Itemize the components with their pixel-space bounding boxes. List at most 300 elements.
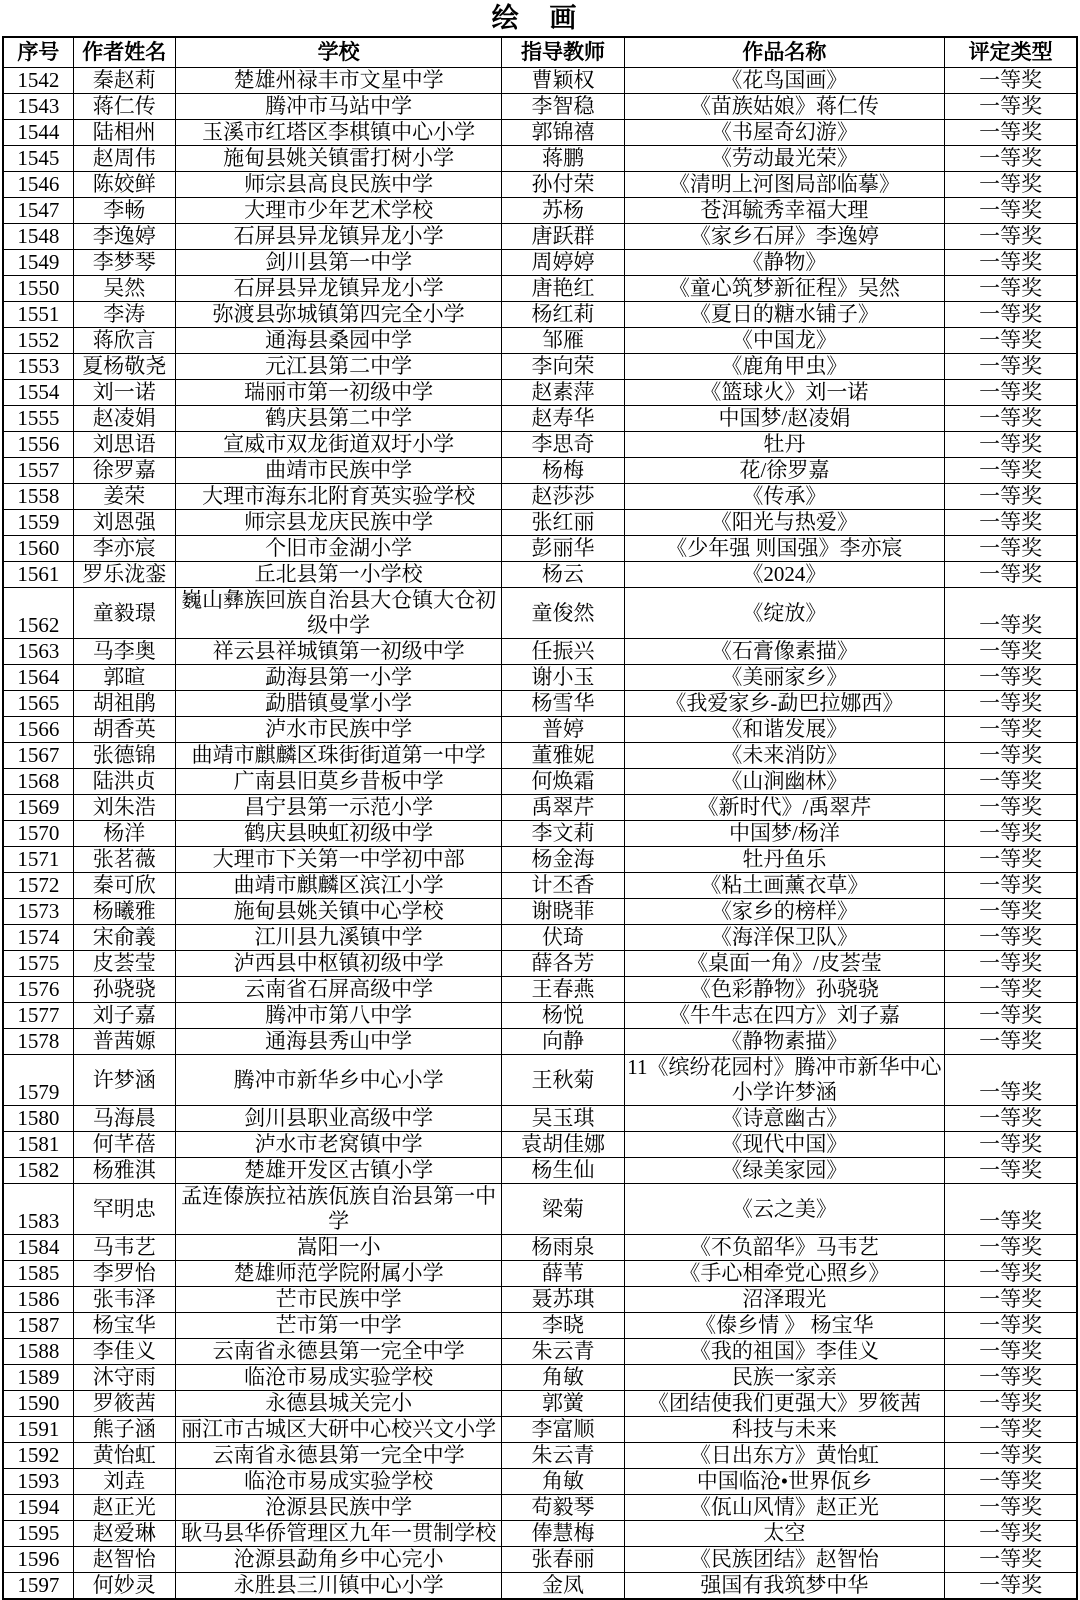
cell-work-title: 《色彩静物》孙骁骁: [624, 977, 945, 1003]
cell-school: 祥云县祥城镇第一初级中学: [175, 639, 502, 665]
cell-author: 刘恩强: [73, 510, 175, 536]
cell-author: 胡祖鹃: [73, 691, 175, 717]
cell-award-type: 一等奖: [945, 1106, 1077, 1132]
table-row: [3, 510, 1077, 536]
cell-teacher: 赵寿华: [502, 406, 624, 432]
cell-school: 瑞丽市第一初级中学: [175, 380, 502, 406]
cell-author: 马韦艺: [73, 1235, 175, 1261]
cell-teacher: 赵莎莎: [502, 484, 624, 510]
table-row: [3, 1158, 1077, 1184]
cell-teacher: 谢晓菲: [502, 899, 624, 925]
cell-teacher: 唐跃群: [502, 224, 624, 250]
cell-award-type: 一等奖: [945, 1132, 1077, 1158]
cell-serial: 1547: [3, 198, 73, 224]
cell-school: 嵩阳一小: [175, 1235, 502, 1261]
cell-award-type: 一等奖: [945, 510, 1077, 536]
cell-school: 泸西县中枢镇初级中学: [175, 951, 502, 977]
cell-teacher: 王秋菊: [502, 1055, 624, 1106]
cell-work-title: 《傣乡情 》 杨宝华: [624, 1313, 945, 1339]
cell-teacher: 李晓: [502, 1313, 624, 1339]
column-header-award-type: 评定类型: [945, 37, 1077, 68]
cell-school: 丽江市古城区大研中心校兴文小学: [175, 1417, 502, 1443]
cell-serial: 1593: [3, 1469, 73, 1495]
cell-teacher: 李富顺: [502, 1417, 624, 1443]
column-header-teacher: 指导教师: [502, 37, 624, 68]
cell-serial: 1558: [3, 484, 73, 510]
cell-work-title: 苍洱毓秀幸福大理: [624, 198, 945, 224]
cell-serial: 1567: [3, 743, 73, 769]
cell-teacher: 金凤: [502, 1573, 624, 1600]
table-row: [3, 354, 1077, 380]
cell-award-type: 一等奖: [945, 691, 1077, 717]
cell-serial: 1551: [3, 302, 73, 328]
cell-teacher: 梁菊: [502, 1184, 624, 1235]
cell-award-type: 一等奖: [945, 717, 1077, 743]
cell-school: 宣威市双龙街道双圩小学: [175, 432, 502, 458]
table-row: [3, 1443, 1077, 1469]
cell-award-type: 一等奖: [945, 847, 1077, 873]
cell-award-type: 一等奖: [945, 1158, 1077, 1184]
cell-serial: 1577: [3, 1003, 73, 1029]
cell-school: 个旧市金湖小学: [175, 536, 502, 562]
cell-author: 赵爱琳: [73, 1521, 175, 1547]
cell-serial: 1542: [3, 68, 73, 94]
cell-award-type: 一等奖: [945, 665, 1077, 691]
cell-author: 秦赵莉: [73, 68, 175, 94]
cell-author: 马海晨: [73, 1106, 175, 1132]
cell-serial: 1543: [3, 94, 73, 120]
cell-school: 鹤庆县映虹初级中学: [175, 821, 502, 847]
cell-work-title: 太空: [624, 1521, 945, 1547]
table-row: [3, 458, 1077, 484]
table-row: [3, 172, 1077, 198]
cell-work-title: 《篮球火》刘一诺: [624, 380, 945, 406]
cell-serial: 1553: [3, 354, 73, 380]
cell-serial: 1561: [3, 562, 73, 588]
cell-teacher: 唐艳红: [502, 276, 624, 302]
cell-award-type: 一等奖: [945, 977, 1077, 1003]
cell-serial: 1573: [3, 899, 73, 925]
cell-serial: 1550: [3, 276, 73, 302]
cell-work-title: 《牛牛志在四方》刘子嘉: [624, 1003, 945, 1029]
cell-award-type: 一等奖: [945, 821, 1077, 847]
cell-award-type: 一等奖: [945, 536, 1077, 562]
cell-serial: 1583: [3, 1184, 73, 1235]
table-row: [3, 380, 1077, 406]
cell-award-type: 一等奖: [945, 1184, 1077, 1235]
cell-serial: 1572: [3, 873, 73, 899]
cell-author: 许梦涵: [73, 1055, 175, 1106]
cell-school: 玉溪市红塔区李棋镇中心小学: [175, 120, 502, 146]
cell-author: 杨雅淇: [73, 1158, 175, 1184]
table-row: [3, 1235, 1077, 1261]
cell-author: 孙骁骁: [73, 977, 175, 1003]
cell-work-title: 《未来消防》: [624, 743, 945, 769]
cell-award-type: 一等奖: [945, 276, 1077, 302]
cell-serial: 1582: [3, 1158, 73, 1184]
cell-author: 胡香英: [73, 717, 175, 743]
table-row: [3, 665, 1077, 691]
cell-teacher: 郭锦禧: [502, 120, 624, 146]
cell-work-title: 《2024》: [624, 562, 945, 588]
cell-author: 刘一诺: [73, 380, 175, 406]
cell-serial: 1584: [3, 1235, 73, 1261]
cell-serial: 1587: [3, 1313, 73, 1339]
cell-work-title: 《家乡的榜样》: [624, 899, 945, 925]
cell-award-type: 一等奖: [945, 1417, 1077, 1443]
cell-serial: 1569: [3, 795, 73, 821]
cell-author: 何芊蓓: [73, 1132, 175, 1158]
table-row: [3, 120, 1077, 146]
cell-serial: 1546: [3, 172, 73, 198]
cell-award-type: 一等奖: [945, 328, 1077, 354]
table-row: [3, 1287, 1077, 1313]
cell-school: 永胜县三川镇中心小学: [175, 1573, 502, 1600]
table-row: [3, 224, 1077, 250]
cell-teacher: 杨悦: [502, 1003, 624, 1029]
cell-school: 丘北县第一小学校: [175, 562, 502, 588]
cell-teacher: 王春燕: [502, 977, 624, 1003]
cell-teacher: 张春丽: [502, 1547, 624, 1573]
cell-school: 巍山彝族回族自治县大仓镇大仓初级中学: [175, 588, 502, 639]
table-row: [3, 925, 1077, 951]
cell-teacher: 童俊然: [502, 588, 624, 639]
cell-teacher: 任振兴: [502, 639, 624, 665]
cell-author: 李畅: [73, 198, 175, 224]
cell-teacher: 邹雁: [502, 328, 624, 354]
cell-school: 大理市少年艺术学校: [175, 198, 502, 224]
cell-school: 芒市民族中学: [175, 1287, 502, 1313]
cell-author: 沐守雨: [73, 1365, 175, 1391]
cell-work-title: 《夏日的糖水铺子》: [624, 302, 945, 328]
cell-serial: 1560: [3, 536, 73, 562]
cell-teacher: 俸慧梅: [502, 1521, 624, 1547]
cell-award-type: 一等奖: [945, 198, 1077, 224]
cell-award-type: 一等奖: [945, 1055, 1077, 1106]
cell-school: 曲靖市民族中学: [175, 458, 502, 484]
cell-serial: 1548: [3, 224, 73, 250]
cell-serial: 1568: [3, 769, 73, 795]
table-row: [3, 1106, 1077, 1132]
cell-teacher: 吴玉琪: [502, 1106, 624, 1132]
cell-serial: 1589: [3, 1365, 73, 1391]
cell-work-title: 强国有我筑梦中华: [624, 1573, 945, 1600]
cell-teacher: 张红丽: [502, 510, 624, 536]
cell-teacher: 角敏: [502, 1469, 624, 1495]
cell-school: 石屏县异龙镇异龙小学: [175, 224, 502, 250]
cell-award-type: 一等奖: [945, 743, 1077, 769]
cell-school: 孟连傣族拉祜族佤族自治县第一中学: [175, 1184, 502, 1235]
cell-author: 刘垚: [73, 1469, 175, 1495]
cell-school: 腾冲市马站中学: [175, 94, 502, 120]
cell-work-title: 《劳动最光荣》: [624, 146, 945, 172]
cell-serial: 1597: [3, 1573, 73, 1600]
cell-teacher: 普婷: [502, 717, 624, 743]
cell-school: 广南县旧莫乡昔板中学: [175, 769, 502, 795]
cell-school: 石屏县异龙镇异龙小学: [175, 276, 502, 302]
cell-work-title: 《诗意幽古》: [624, 1106, 945, 1132]
cell-school: 耿马县华侨管理区九年一贯制学校: [175, 1521, 502, 1547]
cell-award-type: 一等奖: [945, 1003, 1077, 1029]
cell-teacher: 计丕香: [502, 873, 624, 899]
cell-author: 赵正光: [73, 1495, 175, 1521]
cell-school: 腾冲市新华乡中心小学: [175, 1055, 502, 1106]
table-row: [3, 795, 1077, 821]
cell-school: 泸水市老窝镇中学: [175, 1132, 502, 1158]
cell-serial: 1565: [3, 691, 73, 717]
cell-author: 李罗怡: [73, 1261, 175, 1287]
cell-author: 杨宝华: [73, 1313, 175, 1339]
cell-work-title: 《佤山风情》赵正光: [624, 1495, 945, 1521]
column-header-serial: 序号: [3, 37, 73, 68]
table-row: [3, 250, 1077, 276]
cell-school: 云南省永德县第一完全中学: [175, 1339, 502, 1365]
cell-work-title: 《静物素描》: [624, 1029, 945, 1055]
cell-teacher: 禹翠芹: [502, 795, 624, 821]
cell-author: 赵周伟: [73, 146, 175, 172]
cell-serial: 1595: [3, 1521, 73, 1547]
cell-author: 陈姣鲜: [73, 172, 175, 198]
table-body: [3, 68, 1077, 1600]
cell-teacher: 杨雨泉: [502, 1235, 624, 1261]
cell-school: 泸水市民族中学: [175, 717, 502, 743]
cell-teacher: 薛苇: [502, 1261, 624, 1287]
table-row: [3, 1391, 1077, 1417]
cell-serial: 1580: [3, 1106, 73, 1132]
cell-school: 通海县桑园中学: [175, 328, 502, 354]
cell-work-title: 《花鸟国画》: [624, 68, 945, 94]
cell-teacher: 赵素萍: [502, 380, 624, 406]
cell-work-title: 《团结使我们更强大》罗筱茜: [624, 1391, 945, 1417]
cell-serial: 1549: [3, 250, 73, 276]
cell-award-type: 一等奖: [945, 250, 1077, 276]
cell-school: 永德县城关完小: [175, 1391, 502, 1417]
cell-serial: 1590: [3, 1391, 73, 1417]
cell-school: 楚雄州禄丰市文星中学: [175, 68, 502, 94]
cell-author: 宋俞義: [73, 925, 175, 951]
table-row: [3, 977, 1077, 1003]
cell-serial: 1552: [3, 328, 73, 354]
table-row: [3, 94, 1077, 120]
cell-work-title: 《少年强 则国强》李亦宸: [624, 536, 945, 562]
cell-work-title: 《阳光与热爱》: [624, 510, 945, 536]
cell-author: 张茗薇: [73, 847, 175, 873]
cell-work-title: 《我爱家乡-勐巴拉娜西》: [624, 691, 945, 717]
cell-school: 临沧市易成实验学校: [175, 1469, 502, 1495]
cell-work-title: 《童心筑梦新征程》吴然: [624, 276, 945, 302]
table-row: [3, 873, 1077, 899]
cell-school: 弥渡县弥城镇第四完全小学: [175, 302, 502, 328]
cell-work-title: 《中国龙》: [624, 328, 945, 354]
table-row: [3, 1495, 1077, 1521]
table-row: [3, 743, 1077, 769]
table-row: [3, 276, 1077, 302]
cell-author: 张韦泽: [73, 1287, 175, 1313]
cell-serial: 1586: [3, 1287, 73, 1313]
cell-teacher: 董雅妮: [502, 743, 624, 769]
cell-work-title: 《苗族姑娘》蒋仁传: [624, 94, 945, 120]
cell-school: 云南省永德县第一完全中学: [175, 1443, 502, 1469]
cell-teacher: 郭黉: [502, 1391, 624, 1417]
cell-award-type: 一等奖: [945, 1443, 1077, 1469]
cell-award-type: 一等奖: [945, 951, 1077, 977]
cell-teacher: 李智稳: [502, 94, 624, 120]
cell-author: 刘思语: [73, 432, 175, 458]
cell-school: 师宗县高良民族中学: [175, 172, 502, 198]
cell-teacher: 杨红莉: [502, 302, 624, 328]
table-row: [3, 1003, 1077, 1029]
cell-serial: 1564: [3, 665, 73, 691]
cell-award-type: 一等奖: [945, 769, 1077, 795]
cell-author: 李涛: [73, 302, 175, 328]
cell-work-title: 《日出东方》黄怡虹: [624, 1443, 945, 1469]
cell-author: 吴然: [73, 276, 175, 302]
cell-serial: 1574: [3, 925, 73, 951]
cell-author: 何妙灵: [73, 1573, 175, 1600]
cell-work-title: 《山涧幽林》: [624, 769, 945, 795]
cell-teacher: 杨生仙: [502, 1158, 624, 1184]
cell-serial: 1544: [3, 120, 73, 146]
cell-teacher: 朱云青: [502, 1443, 624, 1469]
table-row: [3, 821, 1077, 847]
cell-teacher: 杨云: [502, 562, 624, 588]
cell-award-type: 一等奖: [945, 1313, 1077, 1339]
cell-serial: 1579: [3, 1055, 73, 1106]
cell-teacher: 角敏: [502, 1365, 624, 1391]
cell-award-type: 一等奖: [945, 1391, 1077, 1417]
cell-work-title: 《鹿角甲虫》: [624, 354, 945, 380]
cell-serial: 1585: [3, 1261, 73, 1287]
table-row: [3, 1521, 1077, 1547]
cell-serial: 1571: [3, 847, 73, 873]
cell-author: 郭暄: [73, 665, 175, 691]
table-row: [3, 899, 1077, 925]
cell-serial: 1557: [3, 458, 73, 484]
cell-author: 熊子涵: [73, 1417, 175, 1443]
cell-author: 陆相州: [73, 120, 175, 146]
cell-school: 沧源县勐角乡中心完小: [175, 1547, 502, 1573]
cell-author: 李佳义: [73, 1339, 175, 1365]
cell-award-type: 一等奖: [945, 94, 1077, 120]
cell-teacher: 李思奇: [502, 432, 624, 458]
cell-teacher: 杨梅: [502, 458, 624, 484]
cell-teacher: 何焕霜: [502, 769, 624, 795]
cell-award-type: 一等奖: [945, 795, 1077, 821]
cell-work-title: 《石膏像素描》: [624, 639, 945, 665]
cell-school: 勐海县第一小学: [175, 665, 502, 691]
cell-school: 江川县九溪镇中学: [175, 925, 502, 951]
cell-work-title: 11《缤纷花园村》腾冲市新华中心小学许梦涵: [624, 1055, 945, 1106]
cell-school: 楚雄开发区古镇小学: [175, 1158, 502, 1184]
cell-work-title: 科技与未来: [624, 1417, 945, 1443]
cell-work-title: 《手心相牵党心照乡》: [624, 1261, 945, 1287]
cell-work-title: 民族一家亲: [624, 1365, 945, 1391]
cell-author: 刘子嘉: [73, 1003, 175, 1029]
cell-author: 蒋欣言: [73, 328, 175, 354]
table-row: [3, 302, 1077, 328]
cell-teacher: 苏杨: [502, 198, 624, 224]
cell-author: 姜荣: [73, 484, 175, 510]
table-row: [3, 1547, 1077, 1573]
cell-teacher: 朱云青: [502, 1339, 624, 1365]
cell-author: 李亦宸: [73, 536, 175, 562]
cell-school: 楚雄师范学院附属小学: [175, 1261, 502, 1287]
cell-work-title: 《民族团结》赵智怡: [624, 1547, 945, 1573]
cell-award-type: 一等奖: [945, 873, 1077, 899]
cell-teacher: 苟毅琴: [502, 1495, 624, 1521]
cell-teacher: 彭丽华: [502, 536, 624, 562]
cell-serial: 1555: [3, 406, 73, 432]
cell-school: 通海县秀山中学: [175, 1029, 502, 1055]
cell-award-type: 一等奖: [945, 588, 1077, 639]
table-row: [3, 691, 1077, 717]
cell-school: 勐腊镇曼掌小学: [175, 691, 502, 717]
cell-teacher: 周婷婷: [502, 250, 624, 276]
cell-serial: 1578: [3, 1029, 73, 1055]
cell-work-title: 《新时代》/禹翠芹: [624, 795, 945, 821]
cell-author: 李逸婷: [73, 224, 175, 250]
table-row: [3, 68, 1077, 94]
cell-award-type: 一等奖: [945, 1029, 1077, 1055]
cell-school: 施甸县姚关镇雷打树小学: [175, 146, 502, 172]
table-header: [3, 37, 1077, 68]
table-row: [3, 328, 1077, 354]
awards-table: [2, 36, 1078, 1600]
cell-author: 蒋仁传: [73, 94, 175, 120]
cell-serial: 1559: [3, 510, 73, 536]
cell-author: 赵凌娟: [73, 406, 175, 432]
table-row: [3, 717, 1077, 743]
cell-serial: 1562: [3, 588, 73, 639]
cell-award-type: 一等奖: [945, 1365, 1077, 1391]
cell-work-title: 《桌面一角》/皮荟莹: [624, 951, 945, 977]
cell-teacher: 薛各芳: [502, 951, 624, 977]
cell-work-title: 花/徐罗嘉: [624, 458, 945, 484]
cell-author: 皮荟莹: [73, 951, 175, 977]
table-row: [3, 1365, 1077, 1391]
cell-award-type: 一等奖: [945, 562, 1077, 588]
cell-teacher: 杨金海: [502, 847, 624, 873]
cell-school: 曲靖市麒麟区珠街街道第一中学: [175, 743, 502, 769]
cell-author: 罗乐泷銮: [73, 562, 175, 588]
cell-author: 马李奥: [73, 639, 175, 665]
cell-serial: 1545: [3, 146, 73, 172]
cell-author: 张德锦: [73, 743, 175, 769]
table-row: [3, 1261, 1077, 1287]
column-header-work-title: 作品名称: [624, 37, 945, 68]
table-row: [3, 484, 1077, 510]
table-row: [3, 146, 1077, 172]
cell-award-type: 一等奖: [945, 1339, 1077, 1365]
header-row: [3, 37, 1077, 68]
cell-school: 元江县第二中学: [175, 354, 502, 380]
cell-serial: 1570: [3, 821, 73, 847]
table-row: [3, 1313, 1077, 1339]
cell-work-title: 《清明上河图局部临摹》: [624, 172, 945, 198]
cell-work-title: 《海洋保卫队》: [624, 925, 945, 951]
table-row: [3, 1132, 1077, 1158]
cell-serial: 1596: [3, 1547, 73, 1573]
table-row: [3, 588, 1077, 639]
cell-award-type: 一等奖: [945, 1521, 1077, 1547]
cell-award-type: 一等奖: [945, 406, 1077, 432]
cell-award-type: 一等奖: [945, 899, 1077, 925]
cell-author: 童毅璟: [73, 588, 175, 639]
cell-work-title: 《传承》: [624, 484, 945, 510]
table-row: [3, 536, 1077, 562]
cell-author: 秦可欣: [73, 873, 175, 899]
cell-serial: 1554: [3, 380, 73, 406]
